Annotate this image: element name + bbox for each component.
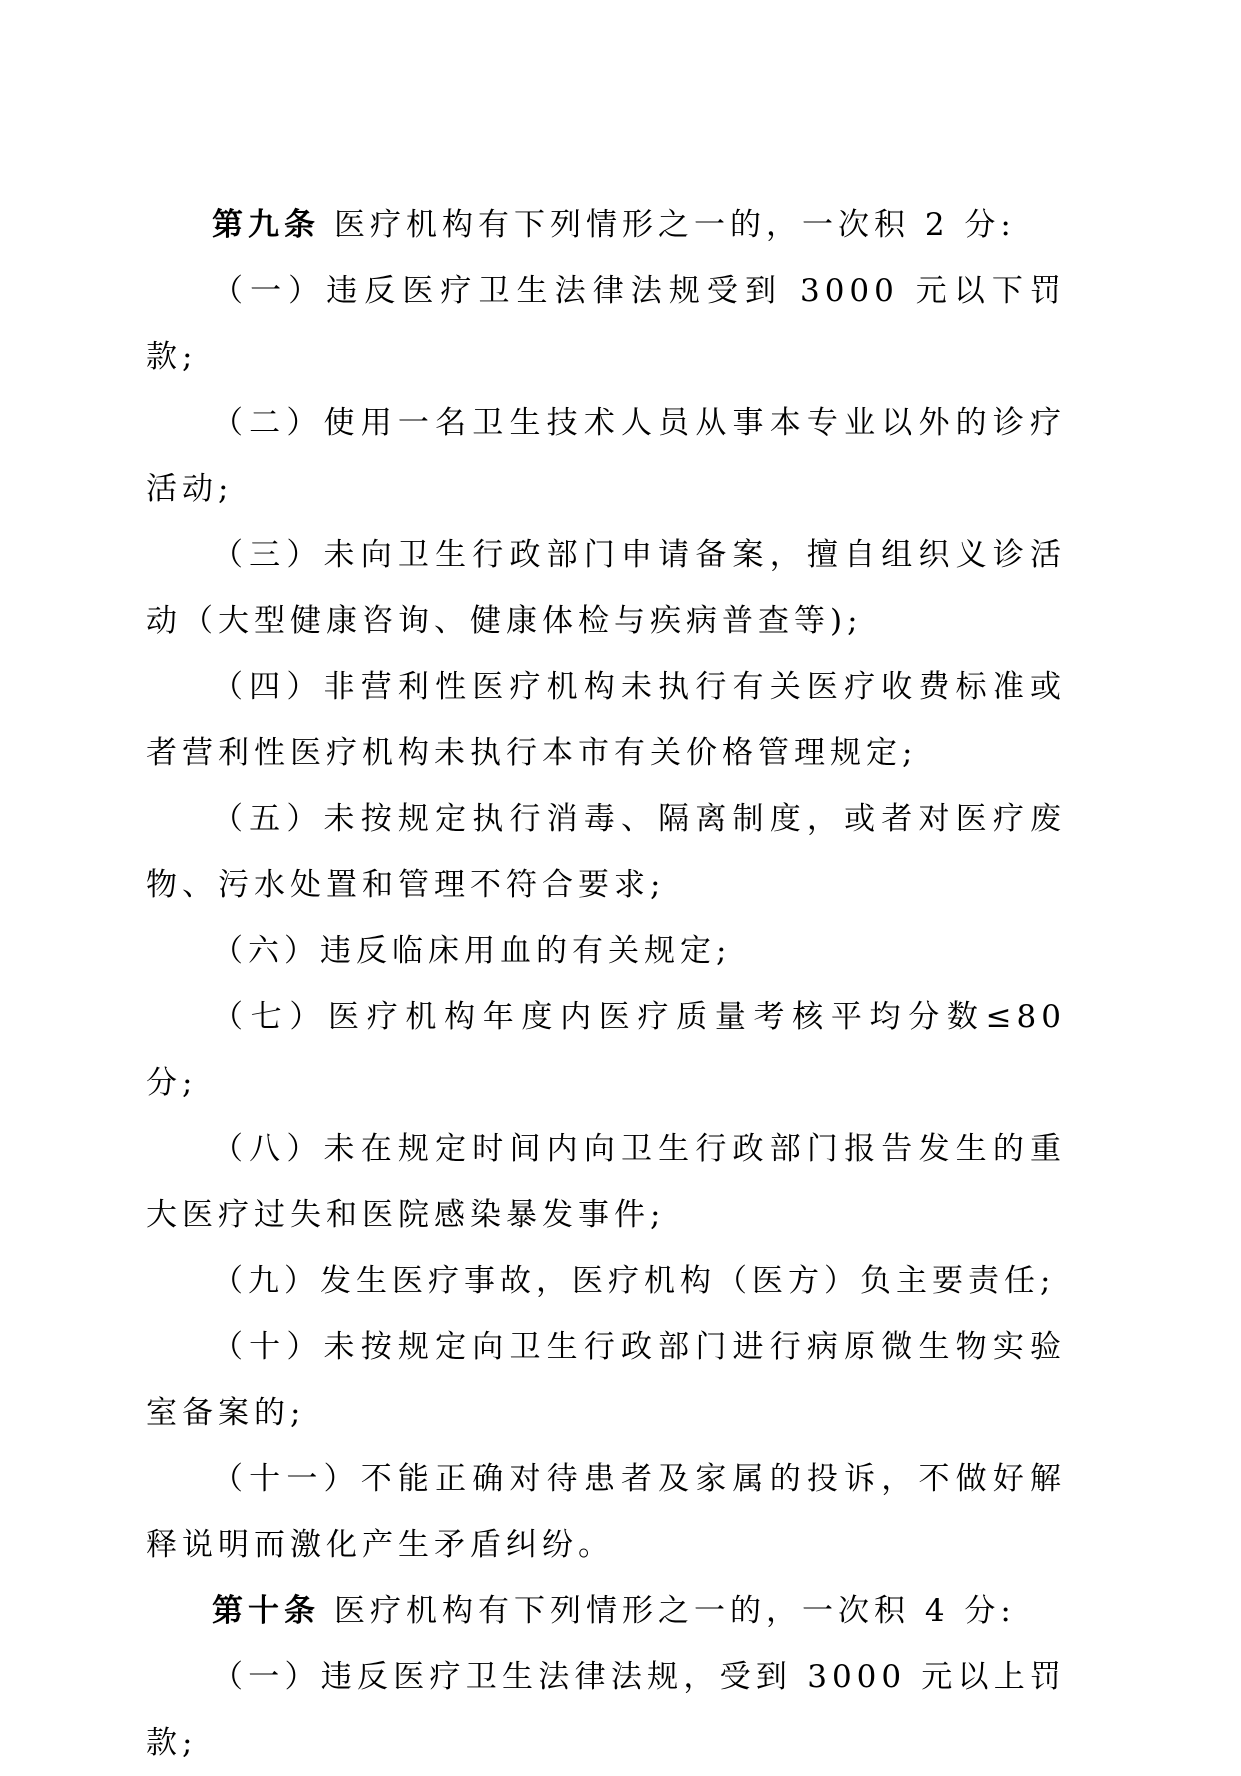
article-9-item: （五）未按规定执行消毒、隔离制度，或者对医疗废物、污水处置和管理不符合要求;: [146, 801, 1066, 903]
article-9-item: （四）非营利性医疗机构未执行有关医疗收费标准或者营利性医疗机构未执行本市有关价格管理规定;: [146, 669, 1066, 771]
article-9-item: （九）发生医疗事故，医疗机构（医方）负主要责任;: [212, 1263, 1056, 1299]
article-9-intro: [146, 192, 1066, 258]
article-intro-text: 医疗机构有下列情形之一的，一次积 4 分:: [334, 1593, 1016, 1629]
article-9-item: （六）违反临床用血的有关规定;: [212, 933, 732, 969]
article-9-item: （八）未在规定时间内向卫生行政部门报告发生的重大医疗过失和医院感染暴发事件;: [146, 1131, 1066, 1233]
article-9-item: （十一）不能正确对待患者及家属的投诉，不做好解释说明而激化产生矛盾纠纷。: [146, 1461, 1066, 1563]
article-9-item: （十）未按规定向卫生行政部门进行病原微生物实验室备案的;: [146, 1329, 1066, 1431]
article-10-item: （一）违反医疗卫生法律法规，受到 3000 元以上罚款;: [146, 1659, 1066, 1761]
article-9-item: （一）违反医疗卫生法律法规受到 3000 元以下罚款;: [146, 273, 1066, 375]
article-heading: 第十条: [212, 1593, 320, 1629]
article-9-item: （三）未向卫生行政部门申请备案，擅自组织义诊活动（大型健康咨询、健康体检与疾病普查等);: [146, 537, 1066, 639]
article-9-item: （二）使用一名卫生技术人员从事本专业以外的诊疗活动;: [146, 405, 1066, 507]
document-body: [146, 192, 1066, 1776]
article-heading: 第九条: [212, 207, 320, 243]
article-9-item: （七）医疗机构年度内医疗质量考核平均分数≤80 分;: [146, 999, 1066, 1101]
article-10-intro: [146, 1578, 1066, 1644]
article-intro-text: 医疗机构有下列情形之一的，一次积 2 分:: [334, 207, 1016, 243]
